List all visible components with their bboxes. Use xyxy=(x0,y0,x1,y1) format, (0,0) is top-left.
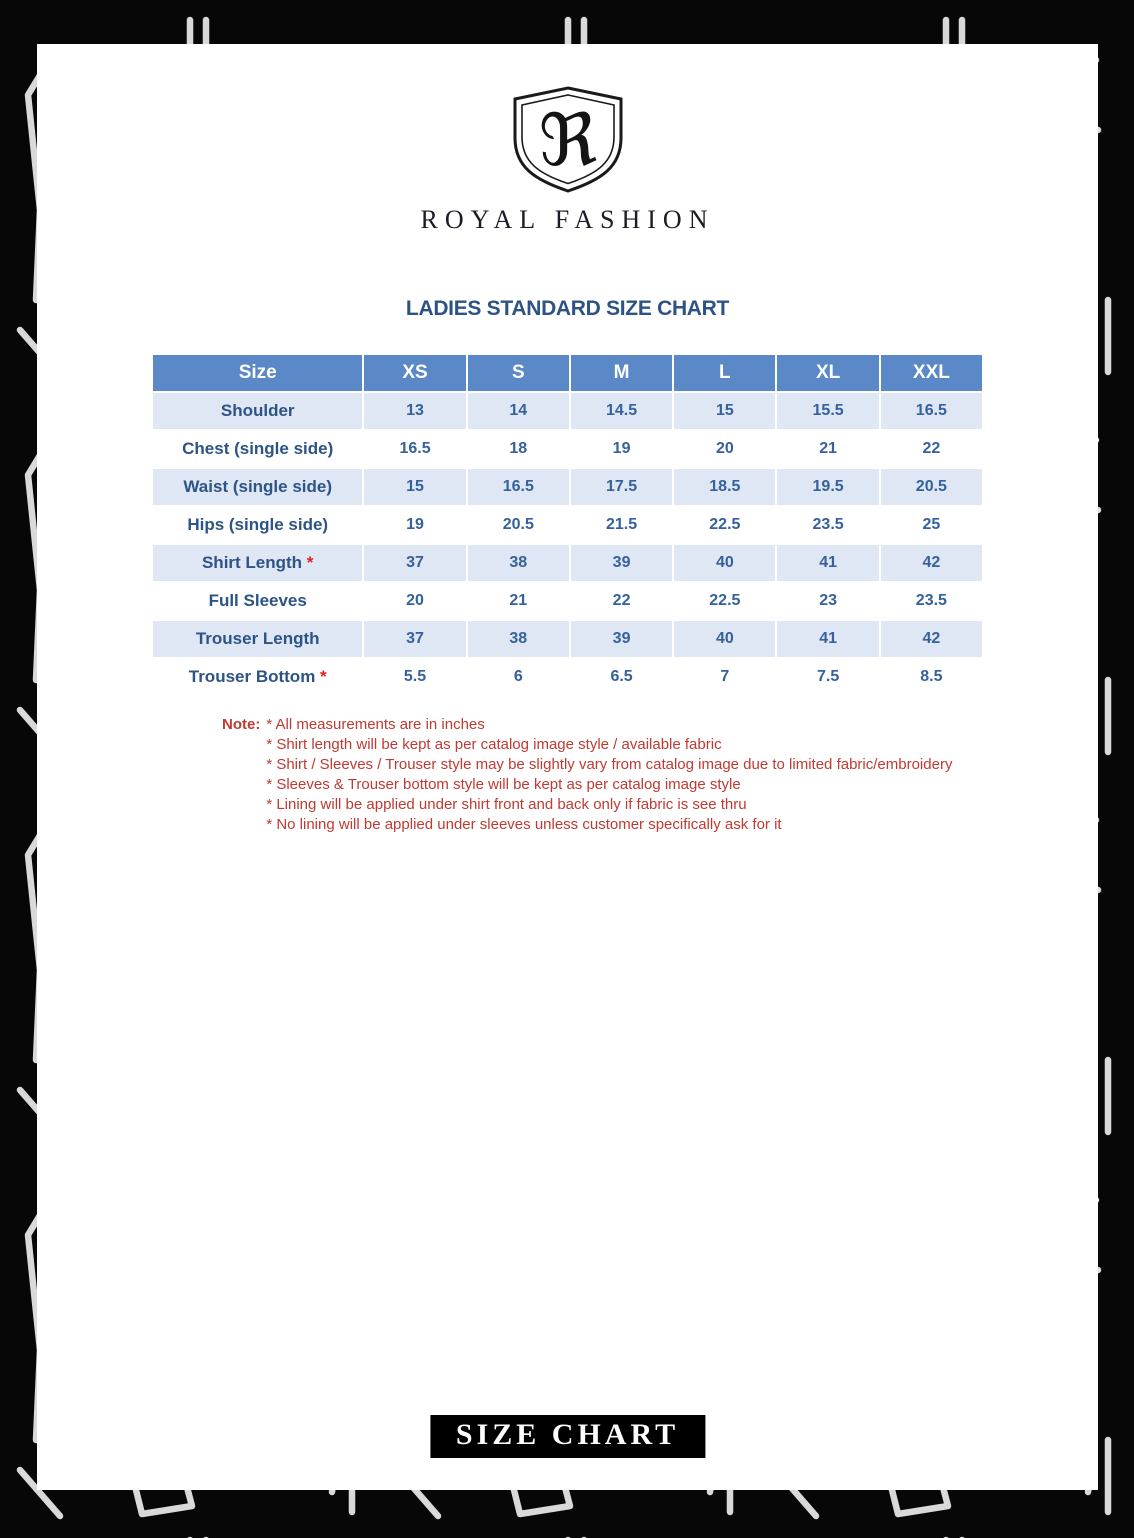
size-value-cell: 14 xyxy=(467,392,570,430)
note-item: * Lining will be applied under shirt front and back only if fabric is see thru xyxy=(266,796,747,813)
size-value-cell: 20.5 xyxy=(880,468,983,506)
size-value-cell: 5.5 xyxy=(363,658,466,696)
row-label: Shoulder xyxy=(152,392,363,430)
size-value-cell: 42 xyxy=(880,620,983,658)
size-value-cell: 19 xyxy=(570,430,673,468)
size-value-cell: 19 xyxy=(363,506,466,544)
size-value-cell: 17.5 xyxy=(570,468,673,506)
size-value-cell: 8.5 xyxy=(880,658,983,696)
table-row xyxy=(152,544,983,582)
table-row xyxy=(152,468,983,506)
size-value-cell: 21.5 xyxy=(570,506,673,544)
table-row xyxy=(152,392,983,430)
shield-logo-icon xyxy=(507,84,629,194)
size-value-cell: 23 xyxy=(776,582,879,620)
size-value-cell: 6 xyxy=(467,658,570,696)
note-item: * Sleeves & Trouser bottom style will be kept as per catalog image style xyxy=(266,776,741,793)
row-label: Hips (single side) xyxy=(152,506,363,544)
notes-list xyxy=(266,715,952,835)
size-value-cell: 6.5 xyxy=(570,658,673,696)
size-value-cell: 37 xyxy=(363,620,466,658)
size-value-cell: 16.5 xyxy=(363,430,466,468)
size-value-cell: 41 xyxy=(776,620,879,658)
size-value-cell: 40 xyxy=(673,620,776,658)
size-value-cell: 23.5 xyxy=(776,506,879,544)
table-row xyxy=(152,658,983,696)
size-value-cell: 25 xyxy=(880,506,983,544)
size-value-cell: 23.5 xyxy=(880,582,983,620)
size-value-cell: 13 xyxy=(363,392,466,430)
page-title: LADIES STANDARD SIZE CHART xyxy=(405,297,730,320)
size-value-cell: 15 xyxy=(363,468,466,506)
size-value-cell: 39 xyxy=(570,544,673,582)
column-header-m: M xyxy=(570,354,673,392)
table-row xyxy=(152,430,983,468)
size-value-cell: 14.5 xyxy=(570,392,673,430)
column-header-s: S xyxy=(467,354,570,392)
size-value-cell: 39 xyxy=(570,620,673,658)
size-value-cell: 22.5 xyxy=(673,582,776,620)
row-label: Waist (single side) xyxy=(152,468,363,506)
brand-logo xyxy=(37,84,1098,235)
size-chart-table xyxy=(151,353,984,697)
asterisk-marker: * xyxy=(315,667,327,686)
row-label: Full Sleeves xyxy=(152,582,363,620)
size-value-cell: 20.5 xyxy=(467,506,570,544)
size-value-cell: 20 xyxy=(363,582,466,620)
note-item: * Shirt / Sleeves / Trouser style may be slightly vary from catalog image due to limited fabric/embroidery xyxy=(266,756,953,773)
size-value-cell: 15 xyxy=(673,392,776,430)
row-label: Chest (single side) xyxy=(152,430,363,468)
row-label: Trouser Bottom * xyxy=(152,658,363,696)
size-table-header-row xyxy=(152,354,983,392)
row-label: Shirt Length * xyxy=(152,544,363,582)
size-value-cell: 42 xyxy=(880,544,983,582)
notes-block xyxy=(222,715,1058,835)
size-value-cell: 21 xyxy=(467,582,570,620)
size-value-cell: 16.5 xyxy=(880,392,983,430)
asterisk-marker: * xyxy=(302,553,314,572)
column-header-xl: XL xyxy=(776,354,879,392)
size-value-cell: 20 xyxy=(673,430,776,468)
size-value-cell: 21 xyxy=(776,430,879,468)
size-value-cell: 16.5 xyxy=(467,468,570,506)
size-value-cell: 7.5 xyxy=(776,658,879,696)
size-value-cell: 22.5 xyxy=(673,506,776,544)
size-chart-banner: SIZE CHART xyxy=(430,1415,705,1458)
table-row xyxy=(152,582,983,620)
column-header-size: Size xyxy=(152,354,363,392)
size-value-cell: 18.5 xyxy=(673,468,776,506)
note-item: * No lining will be applied under sleeves unless customer specifically ask for it xyxy=(266,816,782,833)
size-table-body xyxy=(152,392,983,696)
size-value-cell: 41 xyxy=(776,544,879,582)
column-header-l: L xyxy=(673,354,776,392)
brand-name: ROYAL FASHION xyxy=(420,205,715,234)
size-value-cell: 38 xyxy=(467,544,570,582)
size-value-cell: 37 xyxy=(363,544,466,582)
document-panel xyxy=(37,44,1098,1490)
table-row xyxy=(152,506,983,544)
column-header-xs: XS xyxy=(363,354,466,392)
size-value-cell: 22 xyxy=(880,430,983,468)
size-value-cell: 19.5 xyxy=(776,468,879,506)
size-value-cell: 22 xyxy=(570,582,673,620)
note-item: * All measurements are in inches xyxy=(266,716,485,733)
logo-letter: ℜ xyxy=(538,98,597,182)
size-value-cell: 40 xyxy=(673,544,776,582)
note-item: * Shirt length will be kept as per catalog image style / available fabric xyxy=(266,736,722,753)
column-header-xxl: XXL xyxy=(880,354,983,392)
size-value-cell: 15.5 xyxy=(776,392,879,430)
notes-label: Note: xyxy=(222,716,261,733)
size-value-cell: 38 xyxy=(467,620,570,658)
size-value-cell: 7 xyxy=(673,658,776,696)
row-label: Trouser Length xyxy=(152,620,363,658)
table-row xyxy=(152,620,983,658)
size-value-cell: 18 xyxy=(467,430,570,468)
